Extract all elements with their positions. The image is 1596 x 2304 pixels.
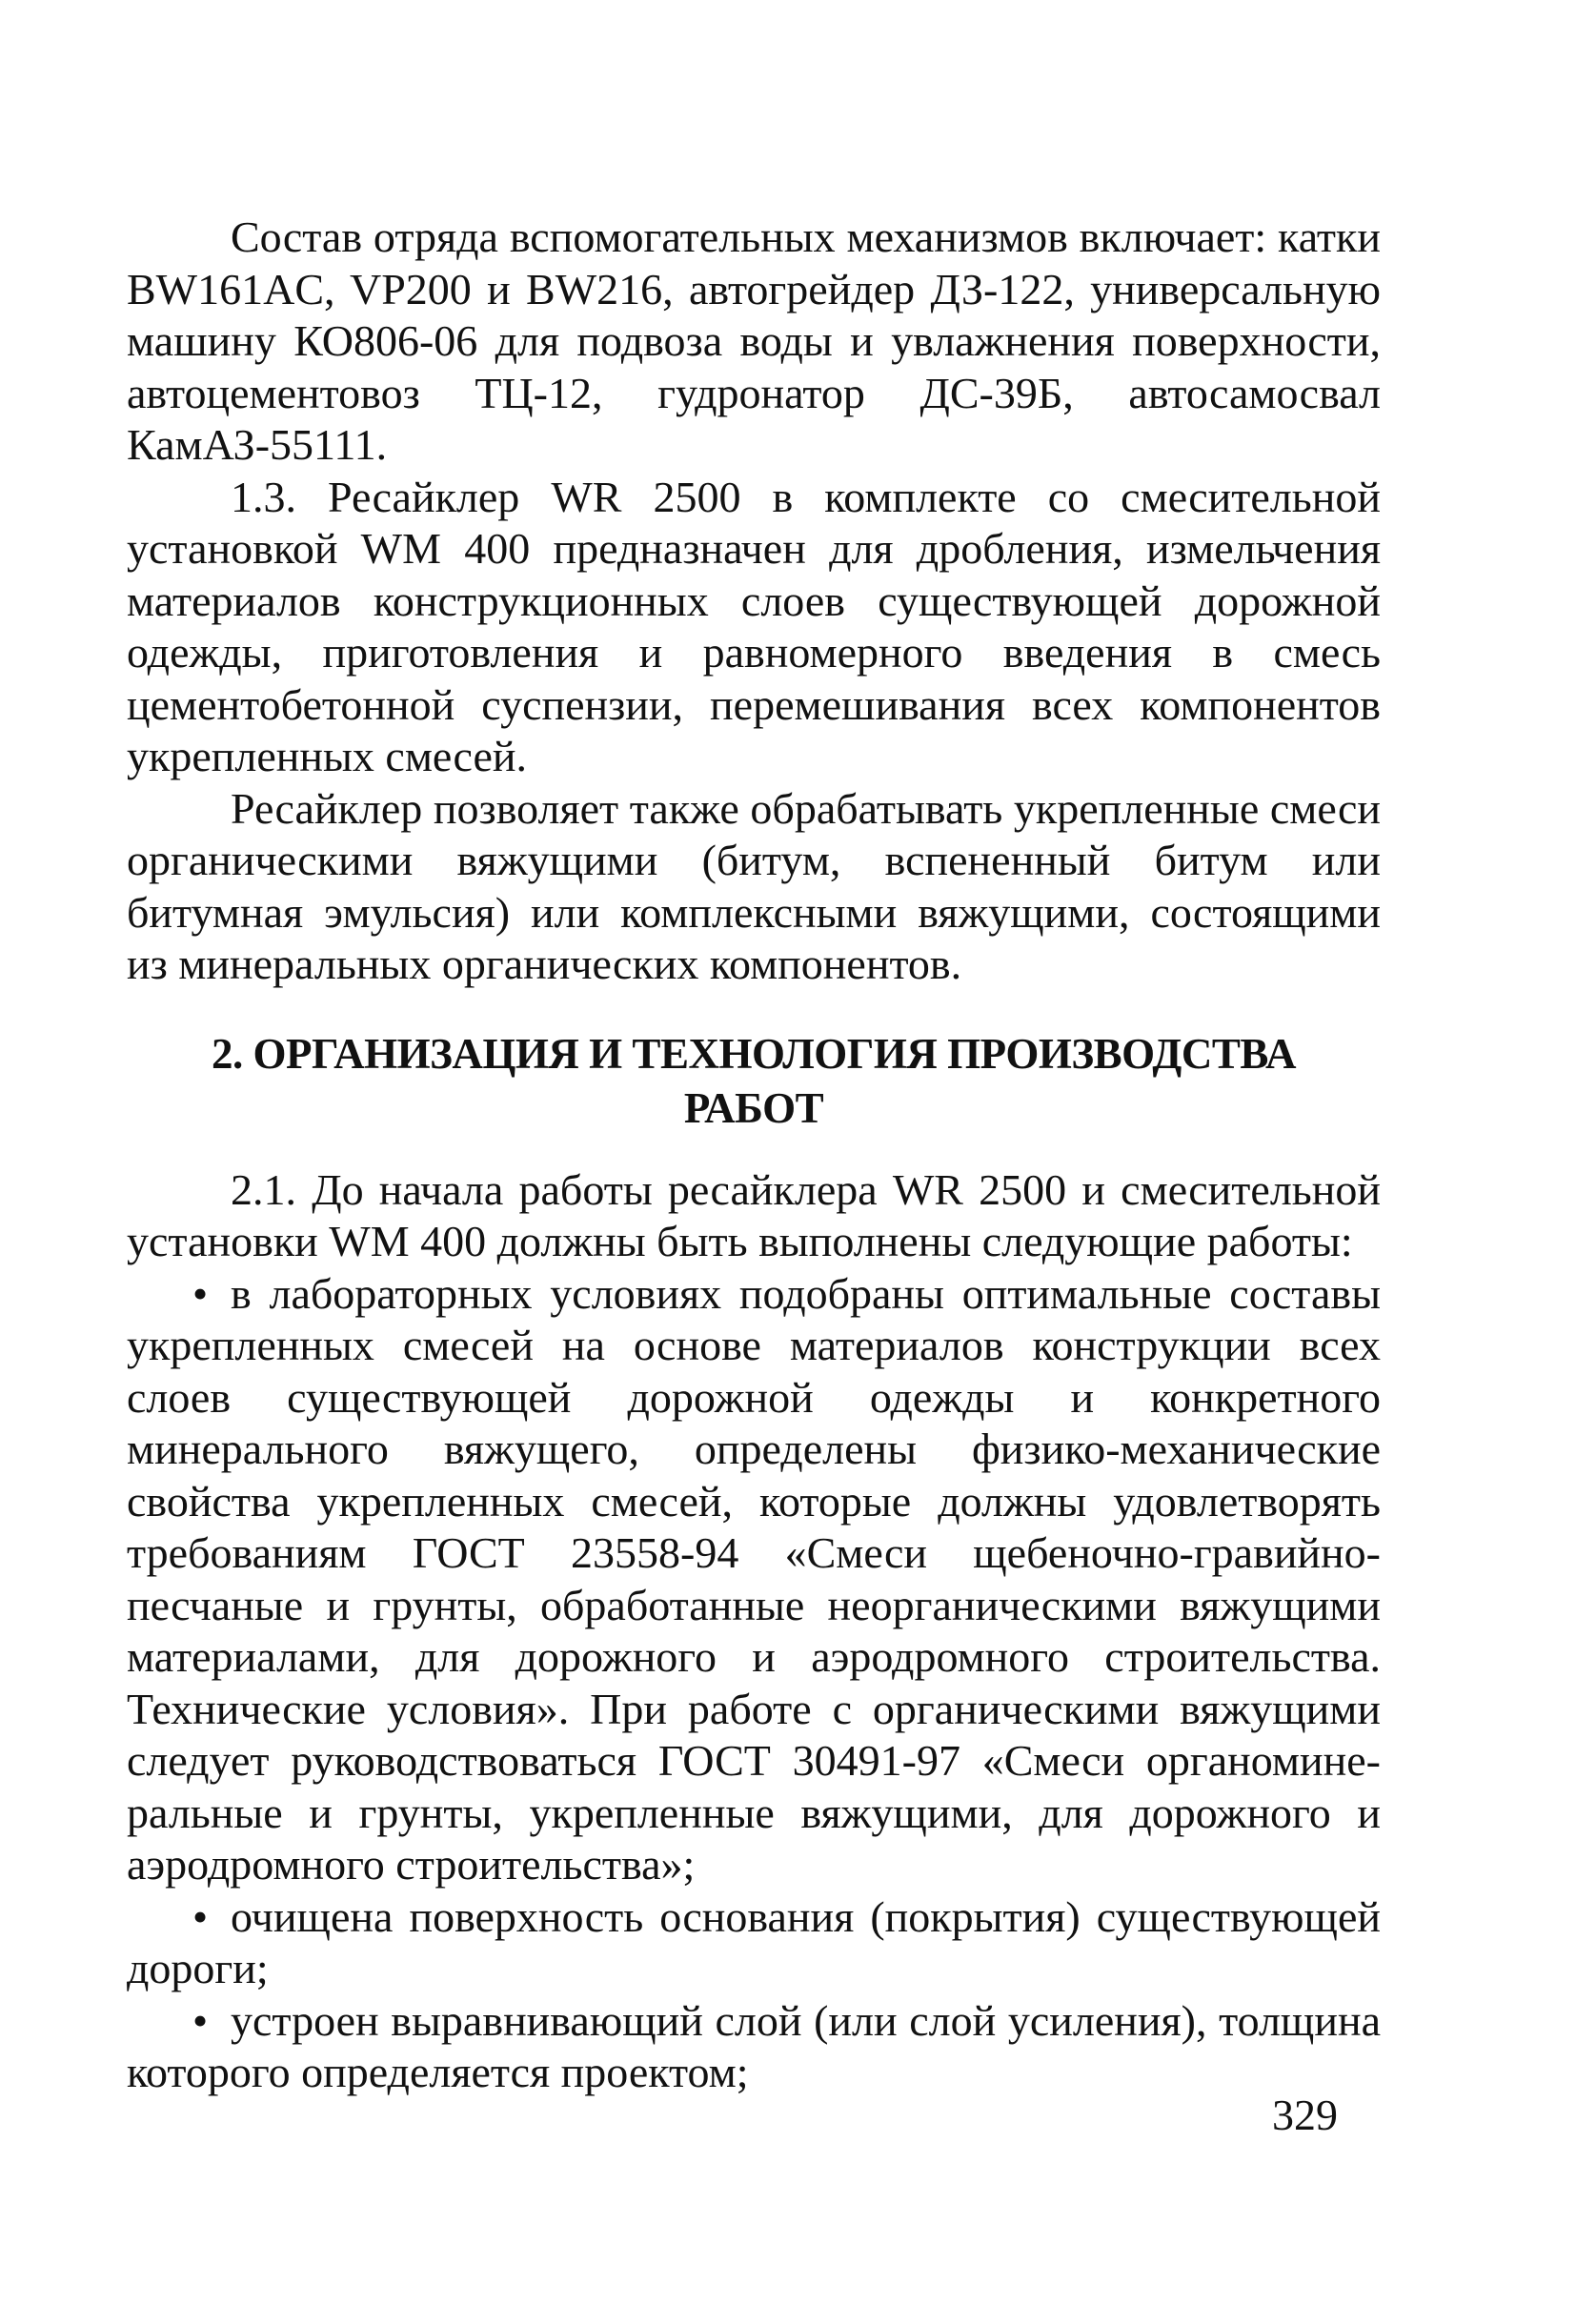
page-body: [127, 212, 1381, 2099]
list-item-text: устроен выравнивающий слой (или слой усиления), толщина которого определяется проектом;: [127, 1995, 1381, 2096]
page-number: 329: [1272, 2091, 1338, 2139]
list-item-surface-cleaning: • очищена поверхность основания (покрытия) существующей дороги;: [127, 1891, 1381, 1992]
list-item-lab-mixes: • в лабораторных условиях подобраны оптимальные составы укрепленных смесей на основе материалов конструкции всех слоев существующей дорожной одежды и конкретного минерального вяжущего, определены физико-механические свойства укрепленных смесей, которые должны удовлетворять требованиям ГОСТ 23558-94 «Смеси щебеночно-гравийно-песчаные и грунты, обработанные неорганическими вяжущими материалами, для дорожного и аэродромного строительства. Технические условия». При работе с органическими вяжущими следует руководствоваться ГОСТ 30491-97 «Смеси органоминеральные и грунты, укрепленные вяжущими, для дорожного и аэродромного строительства»;: [127, 1268, 1381, 1889]
section-heading-line2: РАБОТ: [683, 1083, 824, 1132]
paragraph-recycler-organic: Ресайклер позволяет также обрабатывать укрепленные смеси органическими вяжущими (битум, вспененный битум или битумная эмульсия) или комплексными вяжущими, состоящими из минеральных органических компонентов.: [127, 783, 1381, 988]
paragraph-preparatory-works: 2.1. До начала работы ресайклера WR 2500 и смесительной установки WM 400 должны быть выполнены следующие работы:: [127, 1164, 1381, 1265]
list-item-text: очищена поверхность основания (покрытия) существующей дороги;: [127, 1891, 1381, 1992]
list-item-leveling-layer: • устроен выравнивающий слой (или слой усиления), толщина которого определяется проектом;: [127, 1995, 1381, 2096]
list-item-text: в лабораторных условиях подобраны оптимальные составы укрепленных смесей на основе материалов конструкции всех слоев существующей дорожной одежды и конкретного минерального вяжущего, определены физико-механические свойства укрепленных смесей, которые должны удовлетворять требованиям ГОСТ 23558-94 «Смеси щебеночно-гравийно-песчаные и грунты, обработанные неорганическими вяжущими материалами, для дорожного и аэродромного строительства. Технические условия». При работе с органическими вяжущими следует руководствоваться ГОСТ 30491-97 «Смеси органоминеральные и грунты, укрепленные вяжущими, для дорожного и аэродромного строительства»;: [127, 1268, 1381, 1889]
paragraph-auxiliary-machines: Состав отряда вспомогательных механизмов включает: катки BW161AC, VP200 и BW216, автогрейдер ДЗ-122, универсальную машину КО806-06 для подвоза воды и увлажнения поверхности, автоцементовоз ТЦ-12, гудронатор ДС-39Б, автосамосвал КамАЗ-55111.: [127, 212, 1381, 469]
paragraph-recycler-purpose: 1.3. Ресайклер WR 2500 в комплекте со смесительной установкой WM 400 предназначен для дробления, измельчения материалов конструкционных слоев существующей дорожной одежды, приготовления и равномерного введения в смесь цементобетонной суспензии, перемешивания всех компонентов укрепленных смесей.: [127, 472, 1381, 780]
section-heading: [127, 1027, 1381, 1136]
section-heading-line1: 2. ОРГАНИЗАЦИЯ И ТЕХНОЛОГИЯ ПРОИЗВОДСТВА: [211, 1029, 1297, 1078]
